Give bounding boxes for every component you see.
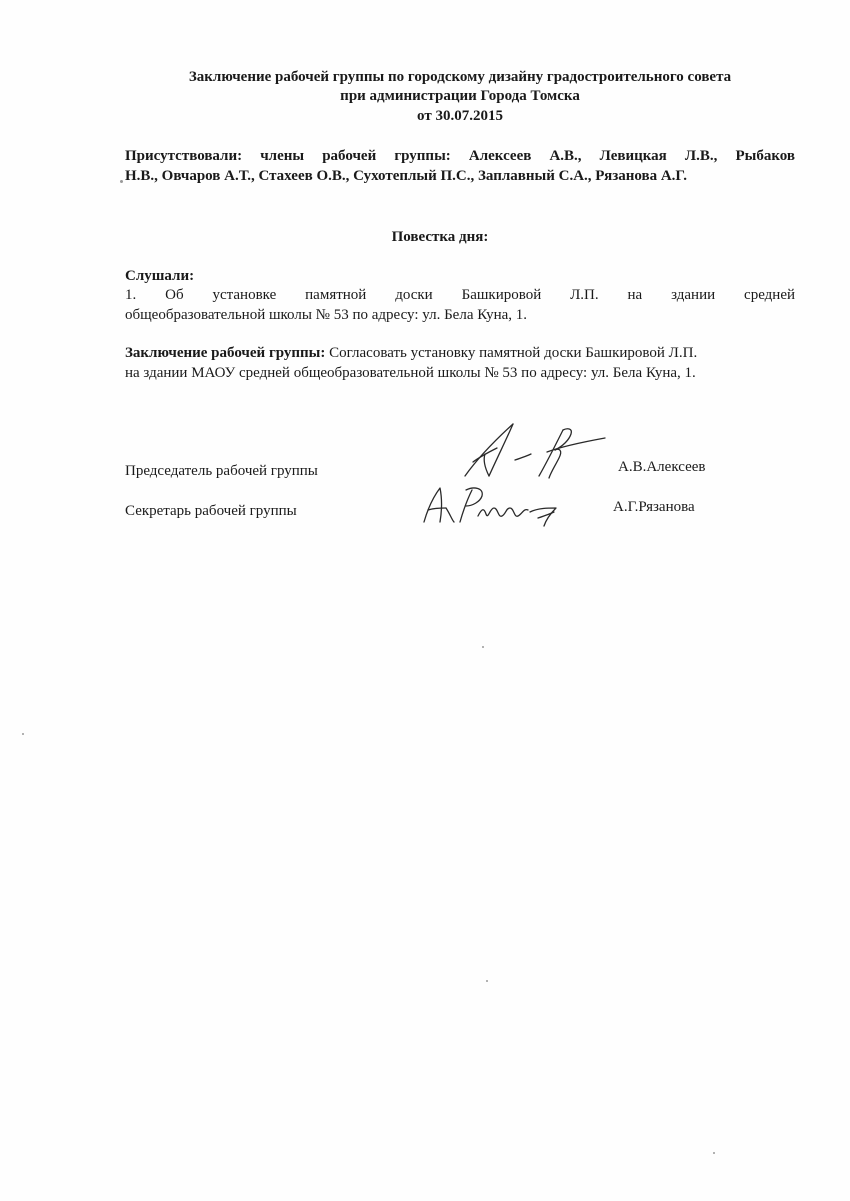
chairman-name: А.В.Алексеев	[618, 459, 706, 475]
document-date: от 30.07.2015	[417, 108, 503, 124]
conclusion-line-1	[125, 343, 795, 363]
chairman-signature	[455, 418, 615, 484]
heard-label: Слушали:	[125, 268, 195, 284]
agenda-heading: Повестка дня:	[391, 229, 489, 245]
conclusion-line-2: на здании МАОУ средней общеобразовательной школы № 53 по адресу: ул. Бела Куна, 1.	[125, 365, 696, 381]
secretary-signature	[418, 478, 568, 530]
secretary-role: Секретарь рабочей группы	[125, 503, 297, 519]
agenda-item-1-line-1: 1. Об установке памятной доски Башкировой Л.П. на здании средней	[125, 287, 795, 303]
document-title-line-1: Заключение рабочей группы по городскому дизайну градостроительного совета	[188, 69, 732, 85]
agenda-item-1-line-2: общеобразовательной школы № 53 по адресу: ул. Бела Куна, 1.	[125, 307, 528, 323]
conclusion-text-1: Согласовать установку памятной доски Башкировой Л.П.	[325, 345, 698, 361]
attendees-line-1: Присутствовали: члены рабочей группы: Алексеев А.В., Левицкая Л.В., Рыбаков	[125, 148, 795, 164]
conclusion-label: Заключение рабочей группы:	[125, 345, 326, 361]
scan-speck	[22, 733, 24, 735]
scan-speck	[486, 980, 488, 982]
scan-speck	[482, 646, 484, 648]
scan-speck	[713, 1152, 715, 1154]
scan-speck	[120, 180, 123, 183]
secretary-name: А.Г.Рязанова	[613, 499, 695, 515]
chairman-role: Председатель рабочей группы	[125, 463, 318, 479]
document-title-line-2: при администрации Города Томска	[340, 88, 580, 104]
attendees-line-2: Н.В., Овчаров А.Т., Стахеев О.В., Сухотеплый П.С., Заплавный С.А., Рязанова А.Г.	[125, 168, 688, 184]
